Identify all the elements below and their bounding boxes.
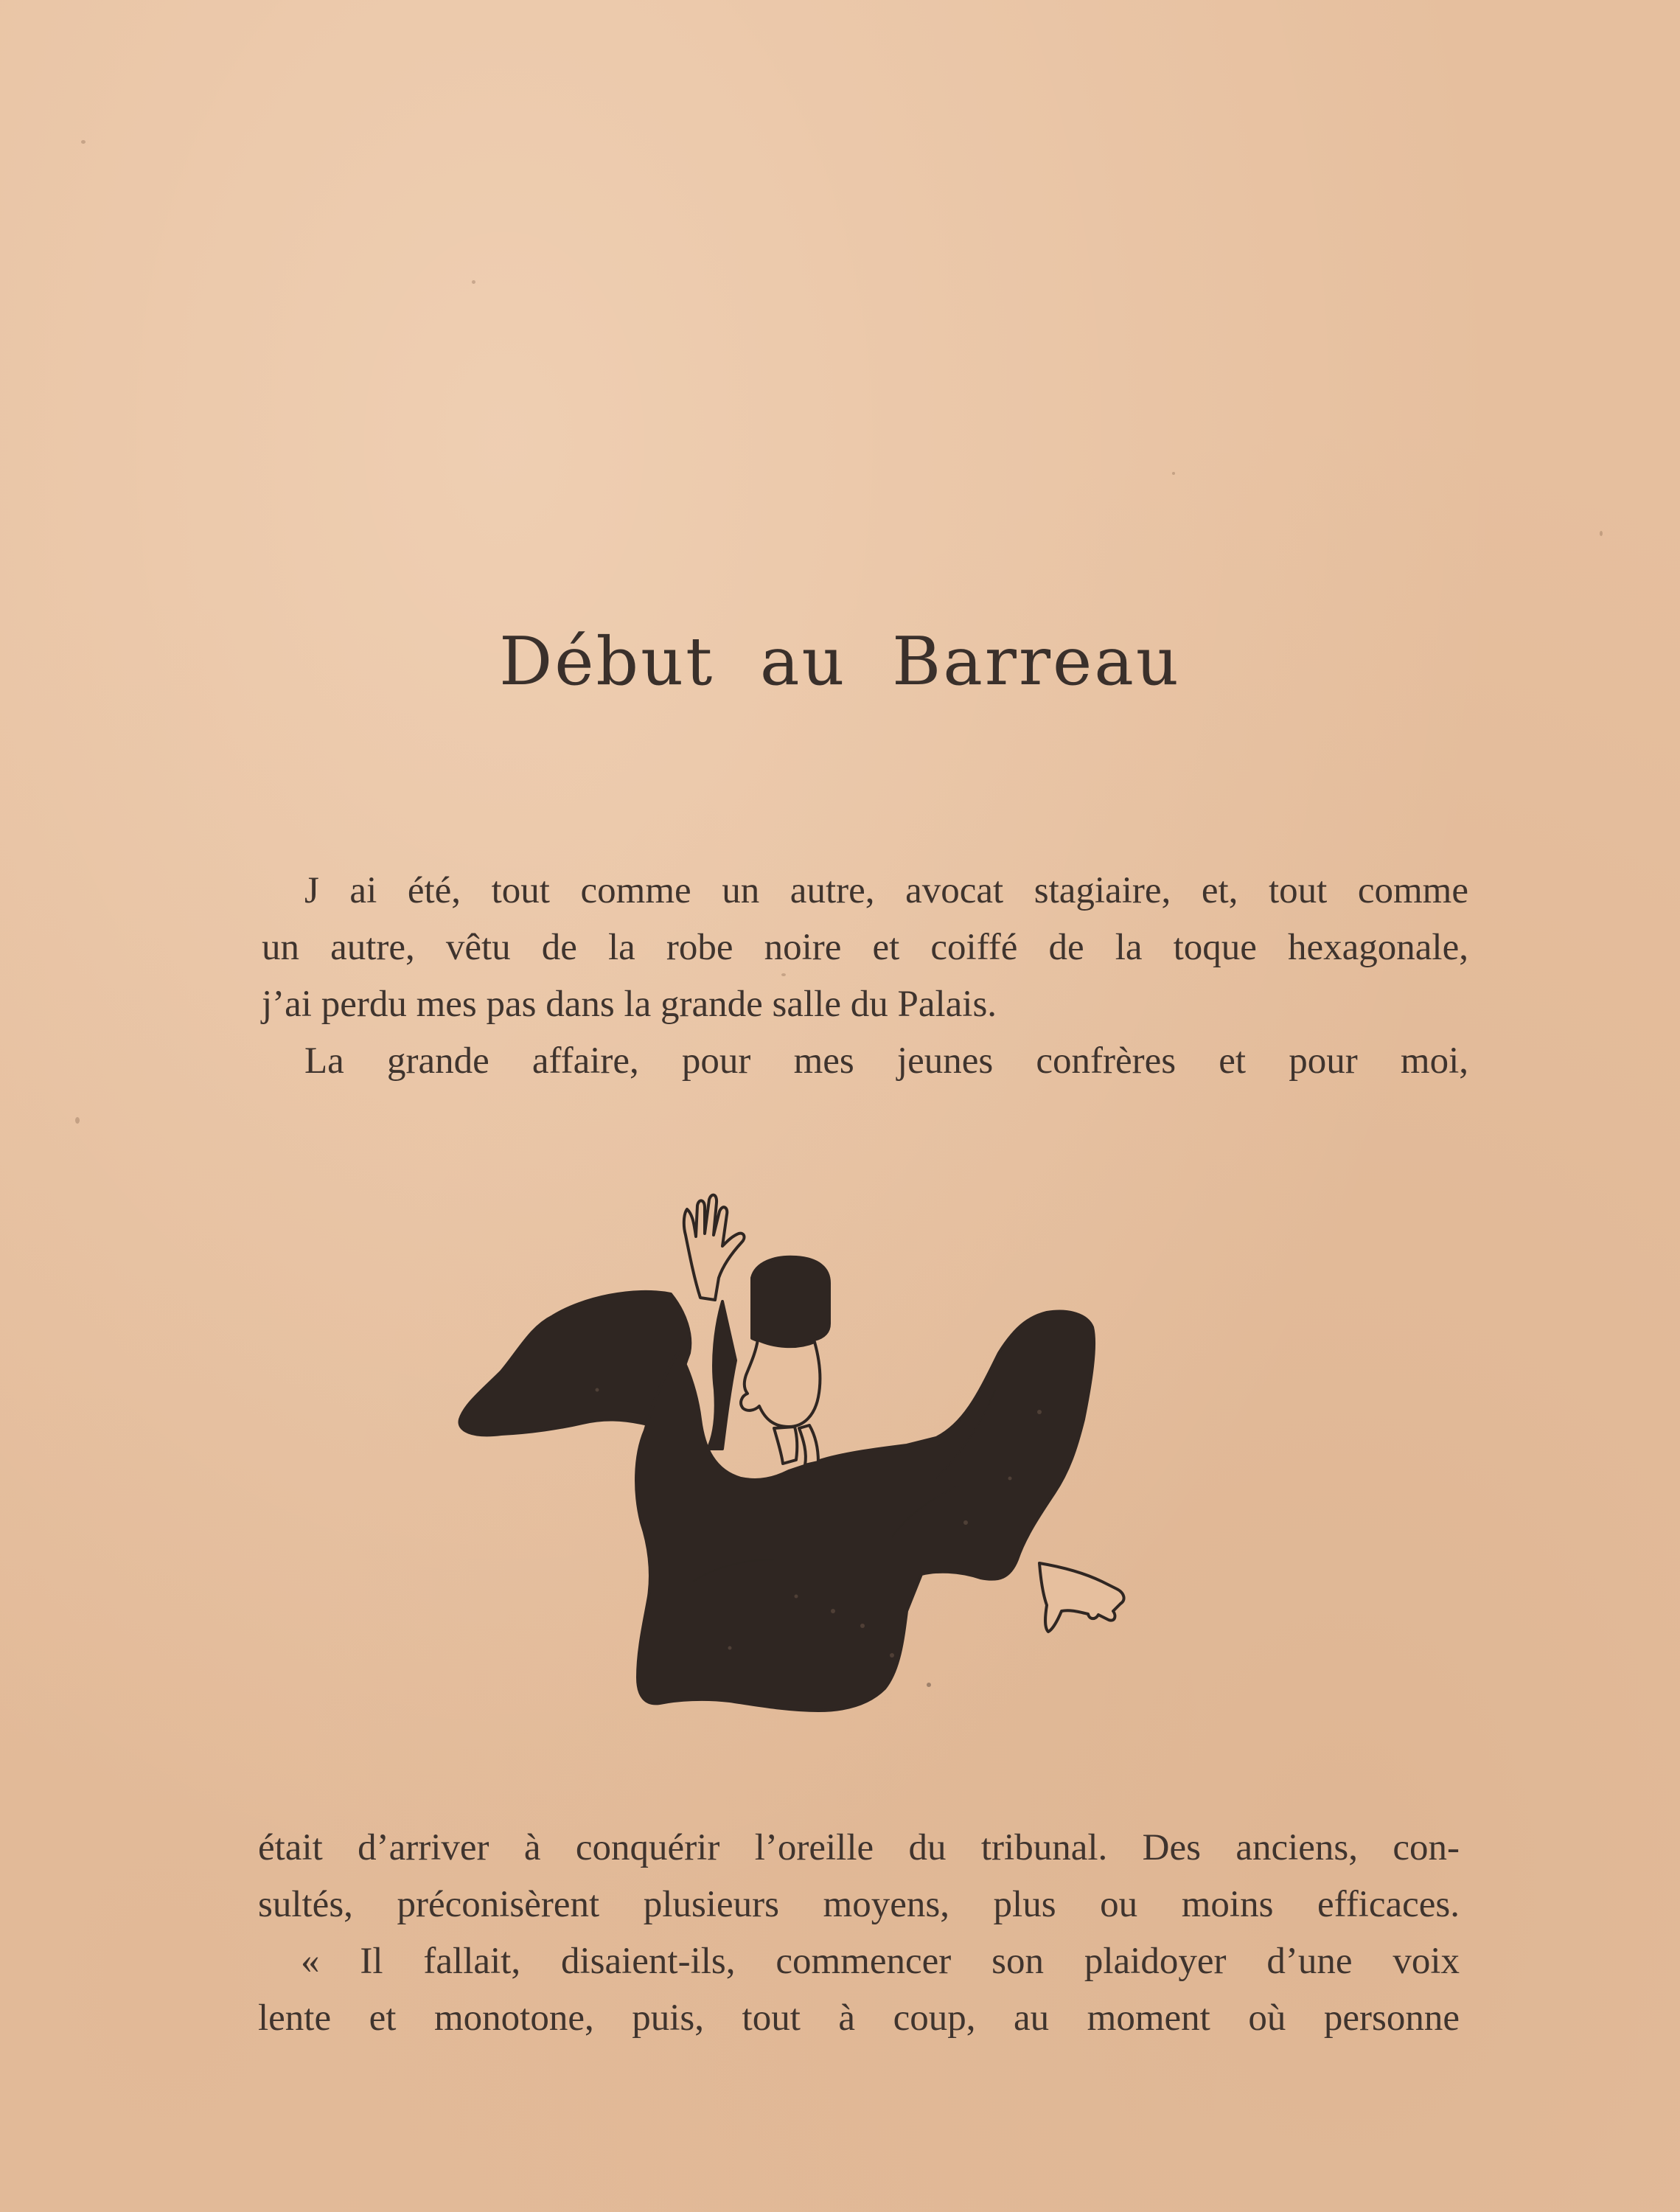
text-block-bottom: [258, 1820, 1460, 2047]
paper-fleck: [1172, 472, 1175, 475]
text-line: j’ai perdu mes pas dans la grande salle du Palais.: [262, 984, 997, 1025]
text-line: un autre, vêtu de la robe noire et coiffé de la toque hexagonale,: [262, 927, 1468, 968]
paper-fleck: [81, 140, 86, 144]
paper-fleck: [1600, 531, 1603, 536]
paper-fleck: [472, 280, 475, 284]
page-title: Début au Barreau: [499, 623, 1181, 700]
text-line: « Il fallait, disaient-ils, commencer son plaidoyer d’une voix: [301, 1941, 1460, 1982]
text-block-top: [262, 863, 1468, 1090]
text-line: sultés, préconisèrent plusieurs moyens, plus ou moins efficaces.: [258, 1884, 1460, 1925]
paper-fleck: [75, 1117, 80, 1124]
text-line: J ai été, tout comme un autre, avocat stagiaire, et, tout comme: [304, 870, 1468, 911]
text-line: était d’arriver à conquérir l’oreille du tribunal. Des anciens, con-: [258, 1827, 1460, 1868]
text-line: lente et monotone, puis, tout à coup, au moment où personne: [258, 1997, 1460, 2039]
text-line: La grande affaire, pour mes jeunes confrères et pour moi,: [304, 1040, 1468, 1082]
lawyer-in-robe-illustration: [450, 1169, 1275, 1729]
